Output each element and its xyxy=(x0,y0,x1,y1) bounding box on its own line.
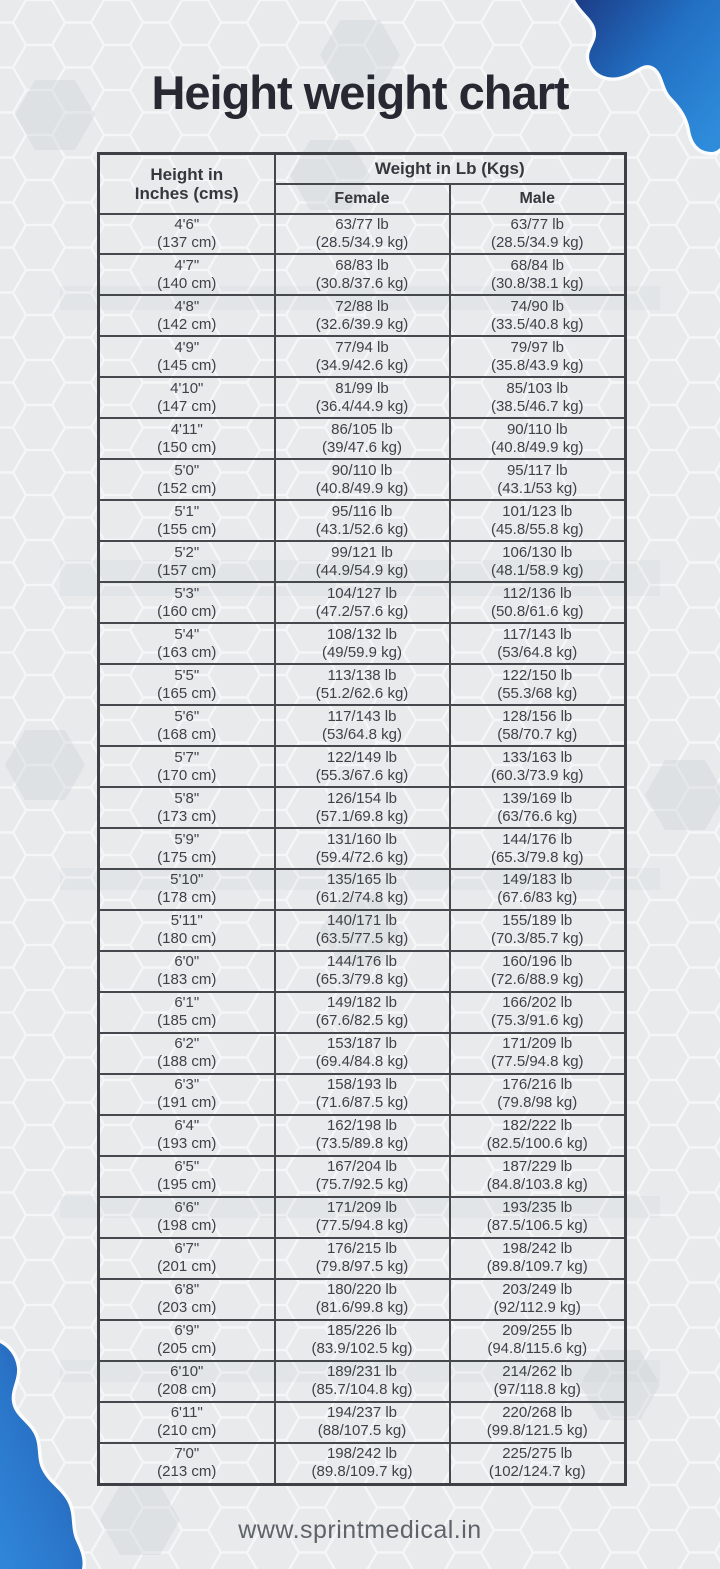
male-weight-cell: 209/255 lb (94.8/115.6 kg) xyxy=(450,1320,626,1361)
table-row xyxy=(99,1320,626,1361)
male-weight-cell: 139/169 lb (63/76.6 kg) xyxy=(450,787,626,828)
height-cell: 4'10" (147 cm) xyxy=(99,377,275,418)
female-weight-cell: 167/204 lb (75.7/92.5 kg) xyxy=(275,1156,450,1197)
male-weight-cell: 128/156 lb (58/70.7 kg) xyxy=(450,705,626,746)
page-title: Height weight chart xyxy=(151,66,569,119)
male-weight-cell: 193/235 lb (87.5/106.5 kg) xyxy=(450,1197,626,1238)
height-cell: 5'8" (173 cm) xyxy=(99,787,275,828)
male-weight-cell: 122/150 lb (55.3/68 kg) xyxy=(450,664,626,705)
table-row xyxy=(99,1115,626,1156)
height-cell: 4'7" (140 cm) xyxy=(99,254,275,295)
female-weight-cell: 104/127 lb (47.2/57.6 kg) xyxy=(275,582,450,623)
table-row xyxy=(99,377,626,418)
table-row xyxy=(99,1443,626,1485)
male-weight-cell: 144/176 lb (65.3/79.8 kg) xyxy=(450,828,626,869)
table-row xyxy=(99,1033,626,1074)
table-row xyxy=(99,500,626,541)
table-row xyxy=(99,1238,626,1279)
col-header-height-line2: Inches (cms) xyxy=(134,183,239,203)
height-cell: 5'1" (155 cm) xyxy=(99,500,275,541)
male-weight-cell: 117/143 lb (53/64.8 kg) xyxy=(450,623,626,664)
height-cell: 4'6" (137 cm) xyxy=(99,214,275,255)
female-weight-cell: 81/99 lb (36.4/44.9 kg) xyxy=(275,377,450,418)
table-row xyxy=(99,295,626,336)
height-cell: 4'11" (150 cm) xyxy=(99,418,275,459)
table-row xyxy=(99,582,626,623)
height-cell: 6'5" (195 cm) xyxy=(99,1156,275,1197)
height-cell: 6'6" (198 cm) xyxy=(99,1197,275,1238)
table-row xyxy=(99,1279,626,1320)
female-weight-cell: 122/149 lb (55.3/67.6 kg) xyxy=(275,746,450,787)
female-weight-cell: 113/138 lb (51.2/62.6 kg) xyxy=(275,664,450,705)
table-row xyxy=(99,992,626,1033)
table-row xyxy=(99,828,626,869)
female-weight-cell: 126/154 lb (57.1/69.8 kg) xyxy=(275,787,450,828)
female-weight-cell: 144/176 lb (65.3/79.8 kg) xyxy=(275,951,450,992)
table-row xyxy=(99,787,626,828)
female-weight-cell: 63/77 lb (28.5/34.9 kg) xyxy=(275,214,450,255)
height-cell: 5'9" (175 cm) xyxy=(99,828,275,869)
table-row xyxy=(99,254,626,295)
table-row xyxy=(99,705,626,746)
male-weight-cell: 182/222 lb (82.5/100.6 kg) xyxy=(450,1115,626,1156)
female-weight-cell: 162/198 lb (73.5/89.8 kg) xyxy=(275,1115,450,1156)
male-weight-cell: 74/90 lb (33.5/40.8 kg) xyxy=(450,295,626,336)
table-row xyxy=(99,214,626,255)
male-weight-cell: 95/117 lb (43.1/53 kg) xyxy=(450,459,626,500)
female-weight-cell: 185/226 lb (83.9/102.5 kg) xyxy=(275,1320,450,1361)
height-cell: 6'1" (185 cm) xyxy=(99,992,275,1033)
female-weight-cell: 108/132 lb (49/59.9 kg) xyxy=(275,623,450,664)
height-cell: 5'5" (165 cm) xyxy=(99,664,275,705)
male-weight-cell: 68/84 lb (30.8/38.1 kg) xyxy=(450,254,626,295)
height-cell: 6'8" (203 cm) xyxy=(99,1279,275,1320)
male-weight-cell: 225/275 lb (102/124.7 kg) xyxy=(450,1443,626,1485)
male-weight-cell: 133/163 lb (60.3/73.9 kg) xyxy=(450,746,626,787)
male-weight-cell: 203/249 lb (92/112.9 kg) xyxy=(450,1279,626,1320)
table-row xyxy=(99,746,626,787)
website-url: www.sprintmedical.in xyxy=(238,1516,482,1544)
height-cell: 5'2" (157 cm) xyxy=(99,541,275,582)
table-row xyxy=(99,869,626,910)
female-weight-cell: 86/105 lb (39/47.6 kg) xyxy=(275,418,450,459)
male-weight-cell: 198/242 lb (89.8/109.7 kg) xyxy=(450,1238,626,1279)
height-cell: 6'11" (210 cm) xyxy=(99,1402,275,1443)
height-cell: 4'8" (142 cm) xyxy=(99,295,275,336)
male-weight-cell: 79/97 lb (35.8/43.9 kg) xyxy=(450,336,626,377)
female-weight-cell: 194/237 lb (88/107.5 kg) xyxy=(275,1402,450,1443)
male-weight-cell: 187/229 lb (84.8/103.8 kg) xyxy=(450,1156,626,1197)
female-weight-cell: 180/220 lb (81.6/99.8 kg) xyxy=(275,1279,450,1320)
female-weight-cell: 135/165 lb (61.2/74.8 kg) xyxy=(275,869,450,910)
height-cell: 5'10" (178 cm) xyxy=(99,869,275,910)
male-weight-cell: 155/189 lb (70.3/85.7 kg) xyxy=(450,910,626,951)
male-weight-cell: 171/209 lb (77.5/94.8 kg) xyxy=(450,1033,626,1074)
male-weight-cell: 160/196 lb (72.6/88.9 kg) xyxy=(450,951,626,992)
height-cell: 6'7" (201 cm) xyxy=(99,1238,275,1279)
height-cell: 5'6" (168 cm) xyxy=(99,705,275,746)
female-weight-cell: 117/143 lb (53/64.8 kg) xyxy=(275,705,450,746)
female-weight-cell: 176/215 lb (79.8/97.5 kg) xyxy=(275,1238,450,1279)
table-row xyxy=(99,336,626,377)
table-row xyxy=(99,459,626,500)
table-row xyxy=(99,623,626,664)
table-row xyxy=(99,664,626,705)
table-row xyxy=(99,1402,626,1443)
table-row xyxy=(99,1361,626,1402)
height-cell: 5'3" (160 cm) xyxy=(99,582,275,623)
height-cell: 5'11" (180 cm) xyxy=(99,910,275,951)
table-row xyxy=(99,910,626,951)
height-cell: 7'0" (213 cm) xyxy=(99,1443,275,1485)
female-weight-cell: 198/242 lb (89.8/109.7 kg) xyxy=(275,1443,450,1485)
table-header-row-1 xyxy=(99,154,626,184)
female-weight-cell: 68/83 lb (30.8/37.6 kg) xyxy=(275,254,450,295)
height-cell: 5'7" (170 cm) xyxy=(99,746,275,787)
col-header-weight-group: Weight in Lb (Kgs) xyxy=(275,154,626,184)
female-weight-cell: 189/231 lb (85.7/104.8 kg) xyxy=(275,1361,450,1402)
female-weight-cell: 131/160 lb (59.4/72.6 kg) xyxy=(275,828,450,869)
height-cell: 4'9" (145 cm) xyxy=(99,336,275,377)
female-weight-cell: 140/171 lb (63.5/77.5 kg) xyxy=(275,910,450,951)
female-weight-cell: 77/94 lb (34.9/42.6 kg) xyxy=(275,336,450,377)
height-cell: 6'9" (205 cm) xyxy=(99,1320,275,1361)
male-weight-cell: 101/123 lb (45.8/55.8 kg) xyxy=(450,500,626,541)
table-row xyxy=(99,1074,626,1115)
height-cell: 6'4" (193 cm) xyxy=(99,1115,275,1156)
height-cell: 6'0" (183 cm) xyxy=(99,951,275,992)
height-cell: 5'4" (163 cm) xyxy=(99,623,275,664)
col-header-male: Male xyxy=(450,184,626,214)
table-row xyxy=(99,951,626,992)
female-weight-cell: 90/110 lb (40.8/49.9 kg) xyxy=(275,459,450,500)
height-weight-table xyxy=(97,152,627,1486)
male-weight-cell: 214/262 lb (97/118.8 kg) xyxy=(450,1361,626,1402)
male-weight-cell: 149/183 lb (67.6/83 kg) xyxy=(450,869,626,910)
female-weight-cell: 72/88 lb (32.6/39.9 kg) xyxy=(275,295,450,336)
female-weight-cell: 99/121 lb (44.9/54.9 kg) xyxy=(275,541,450,582)
male-weight-cell: 112/136 lb (50.8/61.6 kg) xyxy=(450,582,626,623)
male-weight-cell: 220/268 lb (99.8/121.5 kg) xyxy=(450,1402,626,1443)
height-cell: 5'0" (152 cm) xyxy=(99,459,275,500)
col-header-height xyxy=(99,154,275,214)
male-weight-cell: 106/130 lb (48.1/58.9 kg) xyxy=(450,541,626,582)
male-weight-cell: 166/202 lb (75.3/91.6 kg) xyxy=(450,992,626,1033)
table-row xyxy=(99,541,626,582)
female-weight-cell: 149/182 lb (67.6/82.5 kg) xyxy=(275,992,450,1033)
table-row xyxy=(99,1156,626,1197)
female-weight-cell: 95/116 lb (43.1/52.6 kg) xyxy=(275,500,450,541)
col-header-height-line1: Height in xyxy=(150,164,224,184)
height-cell: 6'3" (191 cm) xyxy=(99,1074,275,1115)
female-weight-cell: 158/193 lb (71.6/87.5 kg) xyxy=(275,1074,450,1115)
male-weight-cell: 85/103 lb (38.5/46.7 kg) xyxy=(450,377,626,418)
female-weight-cell: 171/209 lb (77.5/94.8 kg) xyxy=(275,1197,450,1238)
table-row xyxy=(99,418,626,459)
height-cell: 6'10" (208 cm) xyxy=(99,1361,275,1402)
table-row xyxy=(99,1197,626,1238)
male-weight-cell: 176/216 lb (79.8/98 kg) xyxy=(450,1074,626,1115)
male-weight-cell: 90/110 lb (40.8/49.9 kg) xyxy=(450,418,626,459)
male-weight-cell: 63/77 lb (28.5/34.9 kg) xyxy=(450,214,626,255)
col-header-female: Female xyxy=(275,184,450,214)
height-cell: 6'2" (188 cm) xyxy=(99,1033,275,1074)
female-weight-cell: 153/187 lb (69.4/84.8 kg) xyxy=(275,1033,450,1074)
